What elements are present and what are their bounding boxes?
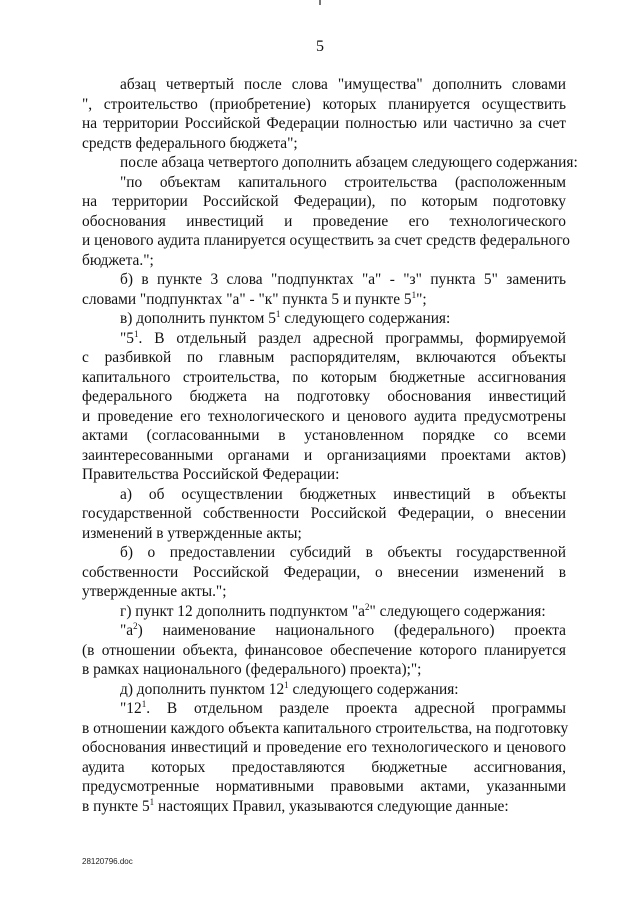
text-line-main: д) дополнить пунктом 12 — [120, 680, 285, 698]
text-line-main: в) дополнить пунктом 5 — [120, 310, 276, 327]
text-line-main: собственности Российской Федерации, о внесении изменений в — [82, 563, 566, 581]
text-line — [82, 777, 566, 797]
text-line-main: предусмотренные нормативными правовыми актами, указанными — [82, 778, 566, 795]
text-line — [82, 485, 566, 505]
text-line-main: изменений в утвержденные акты; — [82, 524, 302, 542]
text-line-main: Правительства Российской Федерации: — [82, 466, 340, 483]
text-line-continuation: "; — [416, 290, 427, 308]
text-line — [82, 660, 566, 680]
text-line — [82, 212, 566, 232]
text-line — [82, 134, 566, 154]
text-line — [82, 329, 566, 349]
text-line — [82, 641, 566, 661]
text-line — [82, 680, 566, 700]
text-line-main: в рамках национального (федерального) проекта);"; — [82, 661, 422, 678]
footer-filename: 28120796.doc — [82, 857, 133, 866]
text-line — [82, 621, 566, 641]
text-line — [82, 387, 566, 407]
superscript: 1 — [133, 328, 139, 339]
text-line-main: с разбивкой по главным распорядителям, включаются объекты — [82, 349, 566, 366]
text-line-main: аудита которых предоставляются бюджетные ассигнования, — [82, 758, 566, 776]
text-line — [82, 368, 566, 388]
text-line-main: (в отношении объекта, финансовое обеспечение которого планируется — [82, 641, 566, 659]
page-top-mark — [319, 0, 321, 5]
text-line-continuation: ) наименование национального (федерального) проекта — [137, 622, 566, 639]
text-line-main: г) пункт 12 дополнить подпунктом "а — [120, 602, 365, 620]
superscript: 1 — [149, 796, 155, 807]
text-line-main: капитального строительства, по которым бюджетные ассигнования — [82, 368, 566, 386]
text-line-main: абзац четвертый после слова "имущества" дополнить словами — [120, 76, 566, 93]
text-line-main: ", строительство (приобретение) которых планируется осуществить — [82, 95, 566, 113]
text-line-main: на территории Российской Федерации полностью или частично за счет — [82, 115, 566, 132]
text-line-continuation: " следующего содержания: — [369, 602, 546, 620]
text-line-main: заинтересованными органами и организациями проектами актов) — [82, 446, 566, 464]
text-line-main: обоснования инвестиций и проведение его технологического и ценового — [82, 739, 566, 756]
text-line — [82, 446, 566, 466]
text-line-main: "по объектам капитального строительства (расположенным — [120, 173, 566, 191]
superscript: 1 — [275, 309, 281, 319]
text-line — [82, 270, 566, 290]
text-line — [82, 173, 566, 193]
text-line-main: "12 — [120, 700, 142, 717]
text-line — [82, 231, 570, 251]
text-line-main: федерального бюджета на подготовку обоснования инвестиций — [82, 388, 566, 405]
text-line-main: словами "подпунктах "а" - "к" пункта 5 и пункте 5 — [82, 290, 412, 308]
document-body — [82, 75, 578, 816]
text-line-main: обоснования инвестиций и проведение его технологического — [82, 212, 566, 230]
text-line — [82, 75, 566, 95]
text-line-main: на территории Российской Федерации), по которым подготовку — [82, 193, 566, 210]
superscript: 2 — [133, 621, 138, 631]
text-line-continuation: настоящих Правил, указываются следующие данные: — [154, 797, 509, 815]
text-line-main: актами (согласованными в установленном порядке со всеми — [82, 427, 566, 444]
text-line — [82, 192, 566, 212]
text-line — [82, 563, 566, 583]
page-number: 5 — [316, 38, 324, 55]
text-line-main: б) о предоставлении субсидий в объекты государственной — [120, 544, 566, 561]
text-line-main: "5 — [120, 329, 134, 347]
text-line-continuation: . В отдельный раздел адресной программы, формируемой — [138, 329, 566, 347]
text-line — [82, 465, 566, 485]
text-line — [82, 719, 569, 739]
text-line-main: в пункте 5 — [82, 797, 150, 815]
text-line-main: после абзаца четвертого дополнить абзацем следующего содержания: — [120, 154, 578, 171]
text-line-main: в отношении каждого объекта капитального строительства, на подготовку — [82, 719, 569, 737]
text-line-main: "а — [120, 622, 134, 639]
superscript: 2 — [364, 601, 370, 612]
text-line — [82, 290, 566, 310]
text-line-main: государственной собственности Российской Федерации, о внесении — [82, 505, 566, 522]
text-line-main: и проведение его технологического и ценового аудита предусмотрены — [82, 407, 566, 425]
text-line — [82, 114, 566, 134]
text-line — [82, 524, 566, 544]
text-line — [82, 758, 566, 778]
text-line — [82, 309, 566, 329]
text-line-main: а) об осуществлении бюджетных инвестиций в объекты — [120, 485, 566, 503]
superscript: 1 — [141, 699, 147, 709]
text-line — [82, 738, 566, 758]
text-line-continuation: следующего содержания: — [280, 310, 451, 327]
superscript: 1 — [284, 679, 289, 690]
text-line — [82, 797, 566, 817]
text-line — [82, 582, 566, 602]
text-line-continuation: следующего содержания: — [288, 680, 459, 698]
text-line-main: и ценового аудита планируется осуществить за счет средств федерального — [82, 232, 570, 249]
text-line-main: средств федерального бюджета"; — [82, 134, 298, 152]
text-line-main: б) в пункте 3 слова "подпунктах "а" - "з" пункта 5" заменить — [120, 271, 566, 288]
text-line — [82, 348, 566, 368]
text-line — [82, 426, 566, 446]
text-line — [82, 543, 566, 563]
text-line-main: утвержденные акты."; — [82, 583, 227, 600]
text-line — [82, 504, 566, 524]
text-line — [82, 251, 566, 271]
text-line — [82, 407, 566, 427]
text-line — [82, 153, 578, 173]
text-line — [82, 602, 566, 622]
superscript: 1 — [411, 289, 417, 300]
text-line-main: бюджета."; — [82, 251, 154, 269]
text-line — [82, 95, 566, 115]
text-line-continuation: . В отдельном разделе проекта адресной программы — [146, 700, 566, 717]
text-line — [82, 699, 566, 719]
